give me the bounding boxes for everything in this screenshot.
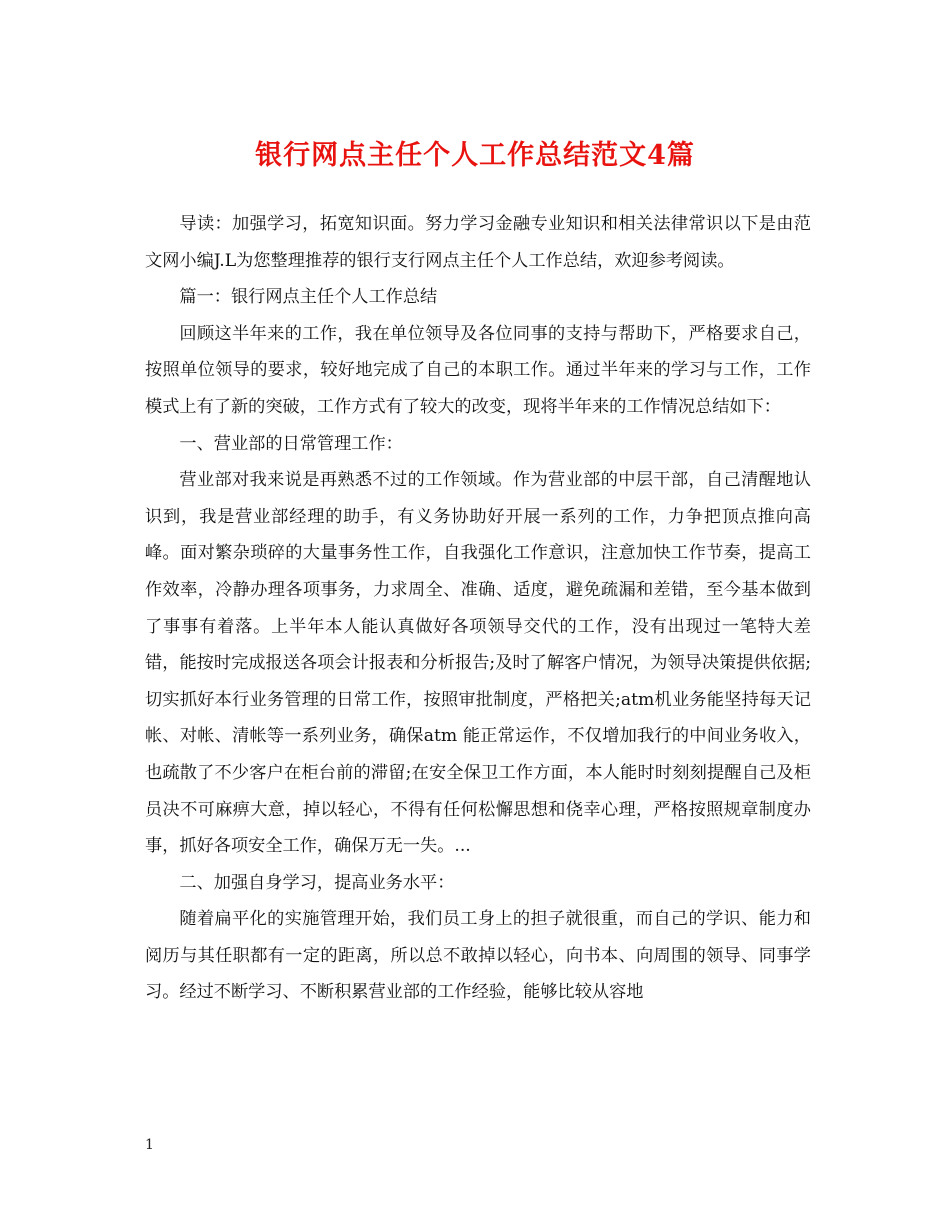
page-number: 1 <box>145 1137 154 1153</box>
document-title: 银行网点主任个人工作总结范文4篇 <box>255 140 695 171</box>
paragraph-self-study: 随着扁平化的实施管理开始，我们员工身上的担子就很重，而自己的学识、能力和阅历与其任职都有一定的距离，所以总不敢掉以轻心，向书本、向周围的领导、同事学习。经过不断学习、不断积累营业部的工作经验，能够比较从容地 <box>145 909 811 1003</box>
document-body <box>145 206 811 1011</box>
paragraph-intro: 导读：加强学习，拓宽知识面。努力学习金融专业知识和相关法律常识以下是由范文网小编J.L为您整理推荐的银行支行网点主任个人工作总结，欢迎参考阅读。 <box>145 214 811 271</box>
section-heading-self-study: 二、加强自身学习，提高业务水平： <box>179 872 455 893</box>
section-heading-part-one: 篇一：银行网点主任个人工作总结 <box>179 287 438 308</box>
paragraph-daily-management: 营业部对我来说是再熟悉不过的工作领域。作为营业部的中层干部，自己清醒地认识到，我是营业部经理的助手，有义务协助好开展一系列的工作，力争把顶点推向高峰。面对繁杂琐碎的大量事务性工作，自我强化工作意识，注意加快工作节奏，提高工作效率，冷静办理各项事务，力求周全、准确、适度，避免疏漏和差错，至今基本做到了事事有着落。上半年本人能认真做好各项领导交代的工作，没有出现过一笔特大差错，能按时完成报送各项会计报表和分析报告;及时了解客户情况，为领导决策提供依据;切实抓好本行业务管理的日常工作，按照审批制度，严格把关;atm机业务能坚持每天记帐、对帐、清帐等一系列业务，确保atm 能正常运作，不仅增加我行的中间业务收入，也疏散了不少客户在柜台前的滞留;在安全保卫工作方面，本人能时时刻刻提醒自己及柜员决不可麻痹大意，掉以轻心，不得有任何松懈思想和侥幸心理，严格按照规章制度办事，抓好各项安全工作，确保万无一失。... <box>145 470 811 857</box>
paragraph-review: 回顾这半年来的工作，我在单位领导及各位同事的支持与帮助下，严格要求自己，按照单位领导的要求，较好地完成了自己的本职工作。通过半年来的学习与工作，工作模式上有了新的突破，工作方式有了较大的改变，现将半年来的工作情况总结如下： <box>145 323 811 417</box>
section-heading-daily-management: 一、营业部的日常管理工作： <box>179 433 403 454</box>
